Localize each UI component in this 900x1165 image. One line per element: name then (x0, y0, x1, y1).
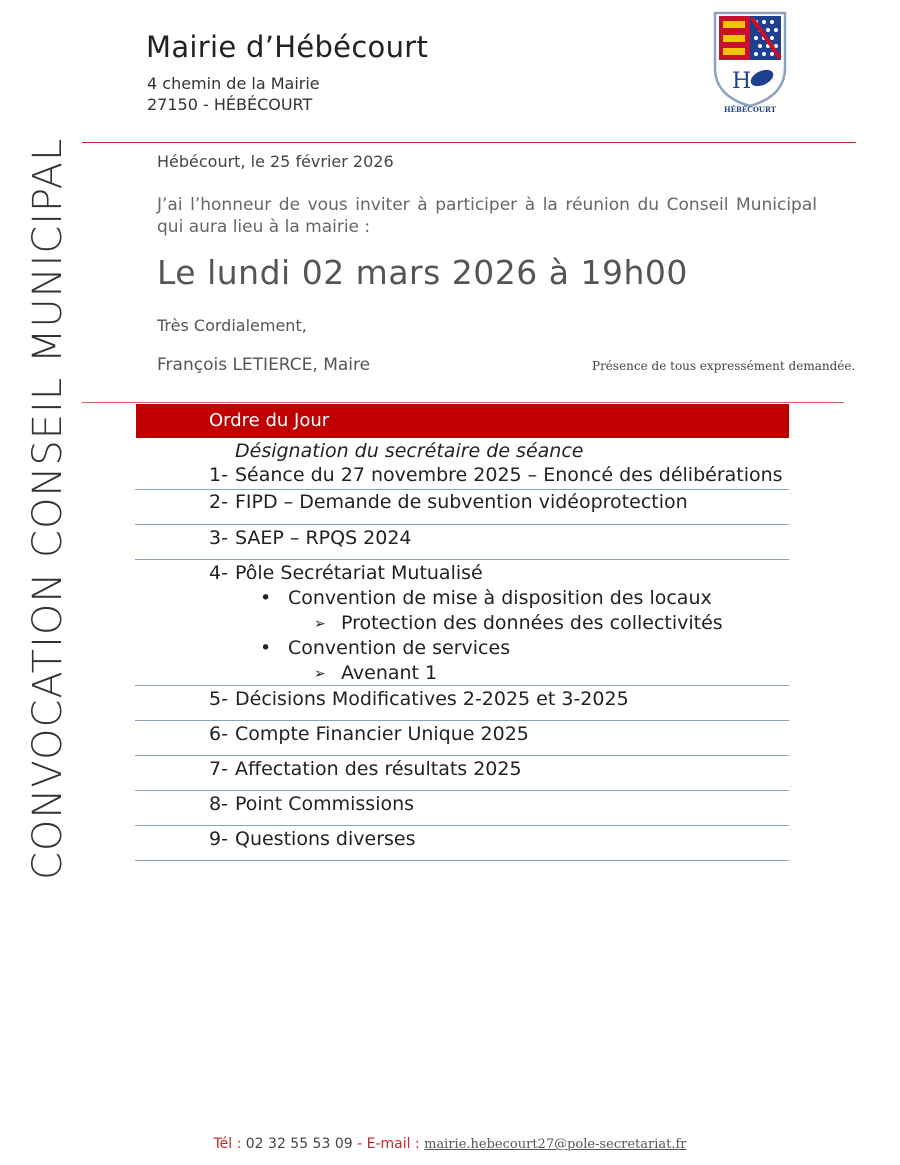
header-divider (82, 142, 856, 143)
arrow-right-icon: ➢ (314, 666, 326, 682)
address-line-2: 27150 - HÉBÉCOURT (147, 95, 313, 114)
email-label: - E-mail : (357, 1136, 420, 1152)
agenda-separator (135, 860, 789, 861)
agenda-preamble: Désignation du secrétaire de séance (235, 440, 584, 462)
agenda-item-text: SAEP – RPQS 2024 (235, 527, 412, 549)
arrow-right-icon: ➢ (314, 616, 326, 632)
sub-item-convention-locaux: Convention de mise à disposition des locaux (288, 587, 712, 609)
coat-of-arms-logo (712, 10, 788, 116)
agenda-separator (135, 559, 789, 560)
agenda-separator (135, 755, 789, 756)
tel-label: Tél : (213, 1136, 242, 1152)
agenda-separator (135, 790, 789, 791)
agenda-item-number: 5- (209, 688, 228, 710)
agenda-item-text: Compte Financier Unique 2025 (235, 723, 529, 745)
agenda-separator (135, 685, 789, 686)
agenda-separator (135, 720, 789, 721)
agenda-header (136, 404, 789, 438)
agenda-item-number: 4- (209, 562, 228, 584)
bullet-icon: • (260, 637, 272, 659)
agenda-item-number: 1- (209, 464, 228, 486)
agenda-item-text: Point Commissions (235, 793, 415, 815)
sub-item-protection-donnees: Protection des données des collectivités (341, 612, 723, 634)
agenda-item-text: Décisions Modificatives 2-2025 et 3-2025 (235, 688, 629, 710)
shield-icon (712, 10, 788, 116)
intro-text: J’ai l’honneur de vous inviter à participer à la réunion du Conseil Municipal qui aura lieu à la mairie : (157, 195, 817, 237)
tel-value: 02 32 55 53 09 (245, 1136, 353, 1152)
agenda-item-number: 3- (209, 527, 228, 549)
logo-caption: HÉBÉCOURT (724, 105, 776, 114)
body-divider (82, 402, 844, 403)
agenda-separator (135, 524, 789, 525)
agenda-item-number: 9- (209, 828, 228, 850)
agenda-item-text: FIPD – Demande de subvention vidéoprotection (235, 491, 688, 513)
date-line: Hébécourt, le 25 février 2026 (157, 152, 394, 171)
email-link[interactable]: mairie.hebecourt27@pole-secretariat.fr (424, 1137, 687, 1152)
agenda-item-text: Questions diverses (235, 828, 416, 850)
svg-text:H: H (732, 69, 752, 94)
agenda-item-text: Affectation des résultats 2025 (235, 758, 522, 780)
agenda-title: Ordre du Jour (209, 410, 330, 431)
agenda-item-text: Séance du 27 novembre 2025 – Enoncé des délibérations (235, 464, 783, 486)
closing-text: Très Cordialement, (157, 316, 307, 335)
signature: François LETIERCE, Maire (157, 355, 371, 375)
footer-contact (0, 1136, 900, 1152)
address-line-1: 4 chemin de la Mairie (147, 74, 320, 93)
sidebar-title: CONVOCATION CONSEIL MUNICIPAL (25, 137, 71, 880)
bullet-icon: • (260, 587, 272, 609)
meeting-datetime: Le lundi 02 mars 2026 à 19h00 (157, 253, 688, 292)
sub-item-convention-services: Convention de services (288, 637, 511, 659)
agenda-item-number: 6- (209, 723, 228, 745)
agenda-item-text: Pôle Secrétariat Mutualisé (235, 562, 483, 584)
org-name: Mairie d’Hébécourt (146, 30, 429, 64)
presence-note: Présence de tous expressément demandée. (592, 359, 856, 373)
agenda-separator (135, 489, 789, 490)
agenda-separator (135, 825, 789, 826)
agenda-item-number: 8- (209, 793, 228, 815)
agenda-item-number: 2- (209, 491, 228, 513)
sub-item-avenant: Avenant 1 (341, 662, 438, 684)
agenda-item-number: 7- (209, 758, 228, 780)
